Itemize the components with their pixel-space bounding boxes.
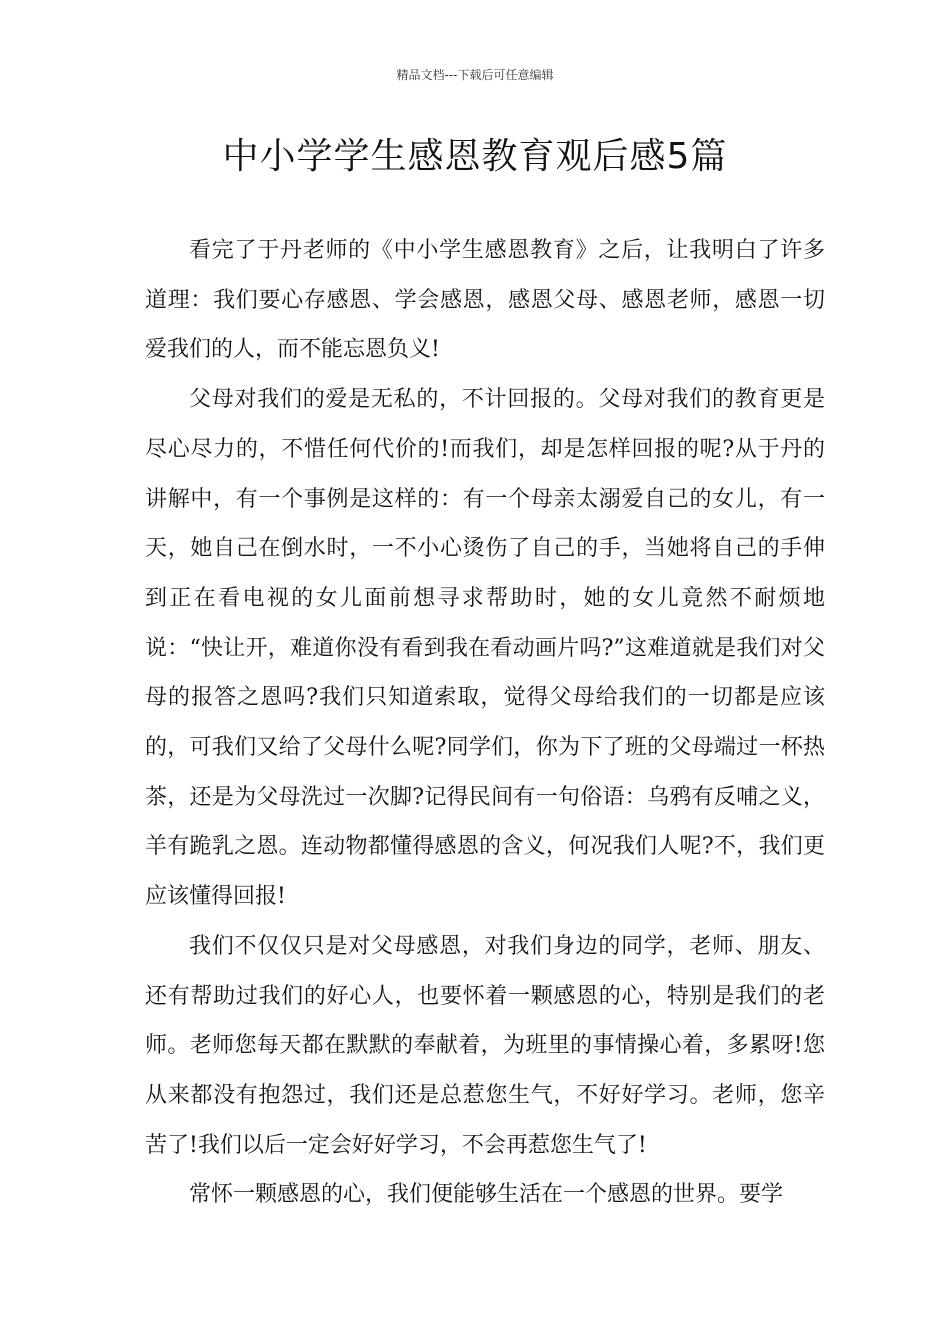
document-title: 中小学学生感恩教育观后感5篇 [222,136,728,177]
document-body [145,226,825,1220]
header-note: 精品文档---下载后可任意编辑 [396,68,554,82]
paragraph-4: 常怀一颗感恩的心，我们便能够生活在一个感恩的世界。要学 [189,1182,784,1208]
paragraph-3: 我们不仅仅只是对父母感恩，对我们身边的同学，老师、朋友、还有帮助过我们的好心人，也要怀着一颗感恩的心，特别是我们的老师。老师您每天都在默默的奉献着，为班里的事情操心着，多累呀!您从来都没有抱怨过，我们还是总惹您生气，不好好学习。老师，您辛苦了!我们以后一定会好好学习，不会再惹您生气了! [145,933,825,1158]
paragraph-1: 看完了于丹老师的《中小学生感恩教育》之后，让我明白了许多道理：我们要心存感恩、学会感恩，感恩父母、感恩老师，感恩一切爱我们的人，而不能忘恩负义! [145,238,825,363]
paragraph-2: 父母对我们的爱是无私的，不计回报的。父母对我们的教育更是尽心尽力的，不惜任何代价的!而我们，却是怎样回报的呢?从于丹的讲解中，有一个事例是这样的：有一个母亲太溺爱自己的女儿，有一天，她自己在倒水时，一不小心烫伤了自己的手，当她将自己的手伸到正在看电视的女儿面前想寻求帮助时，她的女儿竟然不耐烦地说：“快让开，难道你没有看到我在看动画片吗?”这难道就是我们对父母的报答之恩吗?我们只知道索取，觉得父母给我们的一切都是应该的，可我们又给了父母什么呢?同学们，你为下了班的父母端过一杯热茶，还是为父母洗过一次脚?记得民间有一句俗语：乌鸦有反哺之义，羊有跪乳之恩。连动物都懂得感恩的含义，何况我们人呢?不，我们更应该懂得回报! [145,387,825,910]
